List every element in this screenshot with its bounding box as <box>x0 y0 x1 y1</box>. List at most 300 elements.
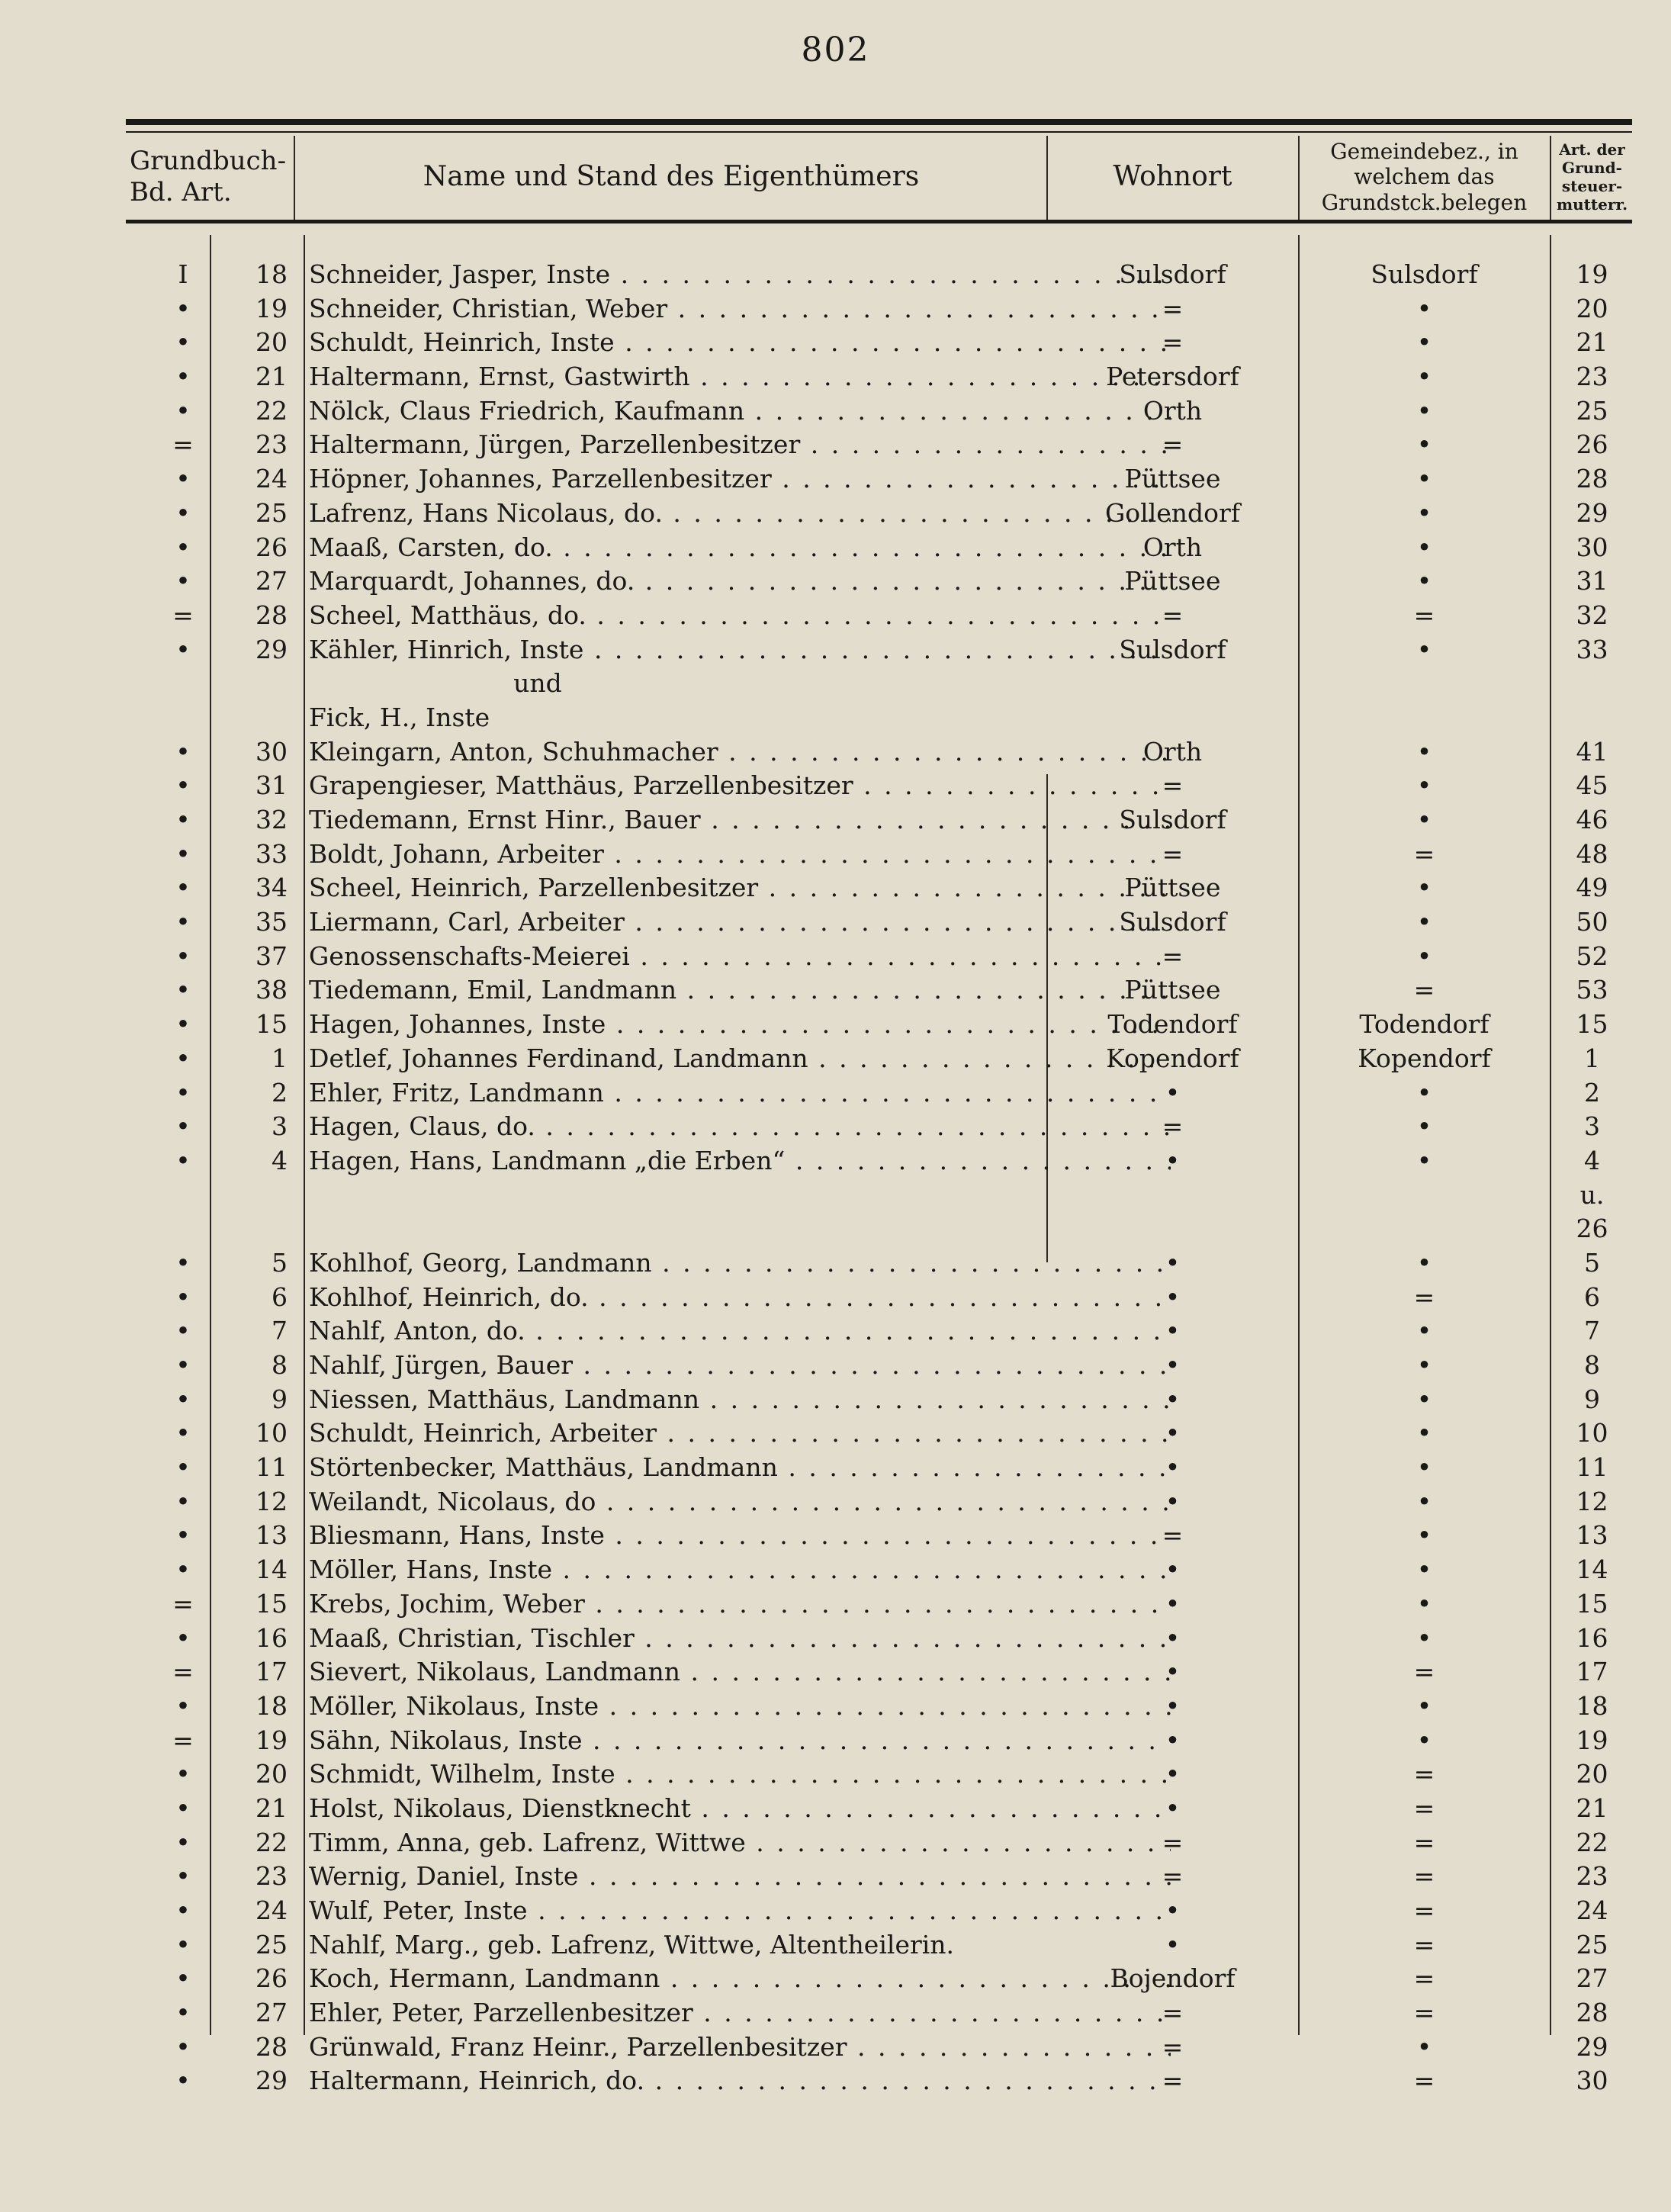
volume-cell: • <box>175 497 191 528</box>
owner-name-cell: Haltermann, Heinrich, do. . . . <box>309 2064 1171 2098</box>
table-row <box>126 1349 1632 1383</box>
article-cell: 23 <box>255 429 288 460</box>
header-divider <box>1298 136 1300 220</box>
residence-cell: = <box>1162 293 1184 323</box>
header-district-line3: Grundstck.belegen <box>1321 189 1528 215</box>
article-cell: 28 <box>255 600 288 630</box>
tax-article-cell: 25 <box>1576 1929 1608 1960</box>
volume-cell: • <box>175 327 191 358</box>
volume-cell: • <box>175 770 191 801</box>
residence-cell: = <box>1162 1998 1184 2028</box>
residence-cell: Sulsdorf <box>1119 907 1226 937</box>
tax-article-cell: 18 <box>1576 1690 1608 1721</box>
table-row <box>126 769 1632 803</box>
volume-cell: • <box>175 1827 191 1857</box>
volume-cell: • <box>175 566 191 596</box>
residence-cell: • <box>1165 1588 1181 1619</box>
district-cell: • <box>1416 2031 1432 2062</box>
tax-article-cell: 29 <box>1576 2031 1608 2062</box>
owner-name-cell: Haltermann, Ernst, Gastwirth . . . <box>309 360 1171 394</box>
owner-name-cell: Kleingarn, Anton, Schuhmacher . . . <box>309 735 1171 770</box>
volume-cell: • <box>175 805 191 834</box>
header-divider <box>1046 136 1048 220</box>
article-cell: 18 <box>255 259 288 289</box>
table-row <box>126 1860 1632 1894</box>
volume-cell: • <box>175 2066 191 2096</box>
tax-article-cell: 8 <box>1584 1350 1600 1380</box>
article-cell: 38 <box>255 975 288 1005</box>
district-cell: • <box>1416 1384 1432 1414</box>
owner-name-cell: Tiedemann, Emil, Landmann . . . <box>309 973 1171 1008</box>
district-cell: = <box>1413 1759 1435 1789</box>
district-cell: = <box>1413 1827 1435 1857</box>
owner-name-cell: Möller, Hans, Inste . . . <box>309 1553 1171 1587</box>
tax-article-cell: 30 <box>1576 2066 1608 2096</box>
owner-name-cell: Detlef, Johannes Ferdinand, Landmann . . . <box>309 1042 1171 1076</box>
owner-name-cell: Schneider, Jasper, Inste . . . <box>309 258 1171 292</box>
tax-article-cell: 45 <box>1576 770 1608 801</box>
owner-name-cell: Störtenbecker, Matthäus, Landmann . . . <box>309 1451 1171 1485</box>
article-cell: 34 <box>255 873 288 903</box>
residence-cell: • <box>1165 1759 1181 1789</box>
residence-cell: = <box>1162 838 1184 869</box>
table-row <box>126 1212 1632 1246</box>
header-residence-label: Wohnort <box>1113 161 1232 193</box>
owner-name-cell: Timm, Anna, geb. Lafrenz, Wittwe . . . <box>309 1826 1171 1860</box>
district-cell: = <box>1413 600 1435 630</box>
tax-article-cell: 14 <box>1576 1555 1608 1585</box>
owner-name-cell: Liermann, Carl, Arbeiter . . . <box>309 905 1171 940</box>
owner-name-cell: und <box>513 668 562 699</box>
table-row <box>126 2030 1632 2065</box>
district-cell: = <box>1413 1281 1435 1312</box>
owner-name-cell: Grapengieser, Matthäus, Parzellenbesitzer . . . <box>309 769 1171 803</box>
volume-cell: • <box>175 1384 191 1414</box>
owner-table <box>126 258 1632 2098</box>
tax-article-cell: 10 <box>1576 1418 1608 1448</box>
district-cell: • <box>1416 770 1432 801</box>
article-cell: 7 <box>272 1316 288 1346</box>
residence-cell: Bojendorf <box>1110 1963 1236 1994</box>
article-cell: 26 <box>255 532 288 562</box>
header-divider <box>294 136 295 220</box>
volume-cell: • <box>175 736 191 767</box>
tax-article-cell: 15 <box>1576 1009 1608 1040</box>
article-cell: 6 <box>272 1281 288 1312</box>
district-cell: • <box>1416 1690 1432 1721</box>
residence-cell: • <box>1165 1316 1181 1346</box>
district-cell: = <box>1413 1998 1435 2028</box>
tax-article-cell: 48 <box>1576 838 1608 869</box>
owner-name-cell: Kähler, Hinrich, Inste . . . <box>309 633 1171 667</box>
table-row <box>126 1076 1632 1111</box>
district-cell: = <box>1413 1657 1435 1687</box>
tax-article-cell: 7 <box>1584 1316 1600 1346</box>
table-row <box>126 1996 1632 2030</box>
table-row <box>126 1962 1632 1996</box>
residence-cell: • <box>1165 1657 1181 1687</box>
owner-name-cell: Niessen, Matthäus, Landmann . . . <box>309 1383 1171 1417</box>
residence-cell: Orth <box>1142 395 1203 426</box>
header-book-line1: Grundbuch- <box>130 146 287 177</box>
tax-article-cell: 2 <box>1584 1077 1600 1108</box>
residence-cell: Püttsee <box>1124 464 1221 494</box>
table-row <box>126 1587 1632 1622</box>
tax-article-cell: 50 <box>1576 907 1608 937</box>
article-cell: 1 <box>272 1043 288 1073</box>
owner-name-cell: Hagen, Hans, Landmann „die Erben“ . . . <box>309 1144 1171 1178</box>
district-cell: • <box>1416 327 1432 358</box>
district-cell: = <box>1413 1861 1435 1892</box>
table-row <box>126 1826 1632 1860</box>
table-row <box>126 1655 1632 1690</box>
tax-article-cell: 17 <box>1576 1657 1608 1687</box>
district-cell: • <box>1416 1486 1432 1516</box>
article-cell: 20 <box>255 1759 288 1789</box>
tax-article-cell: 21 <box>1576 327 1608 358</box>
article-cell: 16 <box>255 1622 288 1653</box>
volume-cell: • <box>175 1929 191 1960</box>
article-cell: 26 <box>255 1963 288 1994</box>
district-cell: • <box>1416 293 1432 323</box>
residence-cell: Püttsee <box>1124 975 1221 1005</box>
header-tax-line1: Art. der <box>1559 140 1625 159</box>
article-cell: 8 <box>272 1350 288 1380</box>
volume-cell: = <box>172 1588 194 1619</box>
district-cell: = <box>1413 1895 1435 1925</box>
table-row <box>126 428 1632 462</box>
tax-article-cell: 29 <box>1576 497 1608 528</box>
article-cell: 17 <box>255 1657 288 1687</box>
owner-name-cell: Sievert, Nikolaus, Landmann . . . <box>309 1655 1171 1690</box>
table-row <box>126 1724 1632 1758</box>
tax-article-cell: 19 <box>1576 259 1608 289</box>
owner-name-cell: Nahlf, Marg., geb. Lafrenz, Wittwe, Altentheilerin. <box>309 1929 955 1960</box>
article-cell: 37 <box>255 940 288 971</box>
table-row <box>126 462 1632 497</box>
residence-cell: = <box>1162 429 1184 460</box>
volume-cell: • <box>175 975 191 1005</box>
residence-cell: Gollendorf <box>1104 497 1241 528</box>
owner-name-cell: Tiedemann, Ernst Hinr., Bauer . . . <box>309 803 1171 838</box>
volume-cell: • <box>175 1998 191 2028</box>
owner-name-cell: Maaß, Carsten, do. . . . <box>309 531 1171 565</box>
top-rule-thin <box>126 131 1632 133</box>
tax-article-cell: 23 <box>1576 1861 1608 1892</box>
volume-cell: • <box>175 838 191 869</box>
table-row <box>126 1757 1632 1792</box>
table-row <box>126 701 1632 735</box>
owner-name-cell: Ehler, Peter, Parzellenbesitzer . . . <box>309 1996 1171 2030</box>
district-cell: = <box>1413 1792 1435 1823</box>
owner-name-cell: Möller, Nikolaus, Inste . . . <box>309 1690 1171 1724</box>
table-row <box>126 973 1632 1008</box>
article-cell: 3 <box>272 1111 288 1142</box>
page-number: 802 <box>801 31 870 69</box>
table-row <box>126 531 1632 565</box>
owner-name-cell: Ehler, Fritz, Landmann . . . <box>309 1076 1171 1111</box>
header-district-column <box>1300 136 1548 218</box>
residence-cell: Sulsdorf <box>1119 259 1226 289</box>
residence-cell: • <box>1165 1622 1181 1653</box>
tax-article-cell: 26 <box>1576 429 1608 460</box>
owner-name-cell: Maaß, Christian, Tischler . . . <box>309 1622 1171 1656</box>
district-cell: • <box>1416 907 1432 937</box>
volume-cell: • <box>175 1792 191 1823</box>
tax-article-cell: 24 <box>1576 1895 1608 1925</box>
article-cell: 10 <box>255 1418 288 1448</box>
volume-cell: • <box>175 634 191 664</box>
article-cell: 19 <box>255 293 288 323</box>
owner-name-cell: Sähn, Nikolaus, Inste . . . <box>309 1724 1171 1758</box>
article-cell: 21 <box>255 1792 288 1823</box>
article-cell: 20 <box>255 327 288 358</box>
article-cell: 21 <box>255 362 288 392</box>
district-cell: Kopendorf <box>1358 1043 1491 1073</box>
table-row <box>126 1008 1632 1042</box>
article-cell: 35 <box>255 907 288 937</box>
residence-cell: Püttsee <box>1124 566 1221 596</box>
volume-cell: • <box>175 1555 191 1585</box>
article-cell: 22 <box>255 1827 288 1857</box>
article-cell: 11 <box>255 1452 288 1483</box>
article-cell: 27 <box>255 566 288 596</box>
owner-name-cell: Genossenschafts-Meierei . . . <box>309 940 1171 974</box>
residence-cell: Püttsee <box>1124 873 1221 903</box>
volume-cell: • <box>175 1043 191 1073</box>
header-tax-column <box>1552 136 1632 218</box>
district-cell: • <box>1416 464 1432 494</box>
tax-article-cell: 41 <box>1576 736 1608 767</box>
district-cell: • <box>1416 1588 1432 1619</box>
district-cell: • <box>1416 1145 1432 1175</box>
owner-name-cell: Koch, Hermann, Landmann . . . <box>309 1962 1171 1996</box>
volume-cell: = <box>172 1657 194 1687</box>
header-residence-column <box>1049 136 1297 218</box>
tax-article-cell: 9 <box>1584 1384 1600 1414</box>
residence-cell: = <box>1162 770 1184 801</box>
article-cell: 4 <box>272 1145 288 1175</box>
owner-name-cell: Nölck, Claus Friedrich, Kaufmann . . . <box>309 394 1171 429</box>
table-row <box>126 1928 1632 1963</box>
district-cell: • <box>1416 1520 1432 1551</box>
residence-cell: = <box>1162 1520 1184 1551</box>
owner-name-cell: Fick, H., Inste <box>309 702 490 732</box>
district-cell: • <box>1416 1555 1432 1585</box>
table-row <box>126 564 1632 599</box>
residence-cell: Kopendorf <box>1106 1043 1239 1073</box>
district-cell: • <box>1416 1452 1432 1483</box>
district-cell: = <box>1413 1963 1435 1994</box>
residence-cell: • <box>1165 1384 1181 1414</box>
residence-cell: • <box>1165 1247 1181 1278</box>
table-row <box>126 803 1632 838</box>
volume-cell: • <box>175 1247 191 1278</box>
volume-cell: • <box>175 1281 191 1312</box>
volume-cell: • <box>175 293 191 323</box>
header-name-column <box>297 136 1045 218</box>
district-cell: • <box>1416 1077 1432 1108</box>
article-cell: 33 <box>255 838 288 869</box>
article-cell: 27 <box>255 1998 288 2028</box>
tax-article-cell: 11 <box>1576 1452 1608 1483</box>
district-cell: • <box>1416 940 1432 971</box>
article-cell: 29 <box>255 2066 288 2096</box>
district-cell: • <box>1416 532 1432 562</box>
table-row <box>126 1144 1632 1178</box>
district-cell: • <box>1416 634 1432 664</box>
tax-article-cell: 13 <box>1576 1520 1608 1551</box>
top-rule <box>126 119 1632 125</box>
volume-cell: • <box>175 1009 191 1040</box>
district-cell: • <box>1416 1350 1432 1380</box>
tax-article-cell: 28 <box>1576 1998 1608 2028</box>
table-row <box>126 1485 1632 1519</box>
table-row <box>126 2064 1632 2098</box>
header-tax-line2: Grund- <box>1562 159 1622 177</box>
residence-cell: = <box>1162 327 1184 358</box>
header-tax-line3: steuer- <box>1561 177 1623 195</box>
tax-article-cell: 28 <box>1576 464 1608 494</box>
owner-name-cell: Hagen, Claus, do. . . . <box>309 1110 1171 1144</box>
table-row <box>126 871 1632 905</box>
table-row <box>126 1110 1632 1144</box>
article-cell: 28 <box>255 2031 288 2062</box>
tax-article-cell: 21 <box>1576 1792 1608 1823</box>
tax-article-cell: 33 <box>1576 634 1608 664</box>
table-row <box>126 735 1632 770</box>
header-rule <box>126 220 1632 223</box>
tax-article-cell: 25 <box>1576 395 1608 426</box>
residence-cell: • <box>1165 1929 1181 1960</box>
owner-name-cell: Scheel, Matthäus, do. . . . <box>309 599 1171 633</box>
district-cell: • <box>1416 873 1432 903</box>
volume-cell: = <box>172 1725 194 1755</box>
table-row <box>126 905 1632 940</box>
table-row <box>126 1792 1632 1826</box>
district-cell: = <box>1413 838 1435 869</box>
owner-name-cell: Kohlhof, Heinrich, do. . . . <box>309 1281 1171 1315</box>
volume-cell: • <box>175 940 191 971</box>
owner-name-cell: Lafrenz, Hans Nicolaus, do. . . . <box>309 497 1171 531</box>
residence-cell: Sulsdorf <box>1119 805 1226 834</box>
tax-article-cell: u. <box>1579 1179 1605 1210</box>
residence-cell: • <box>1165 1895 1181 1925</box>
residence-cell: • <box>1165 1145 1181 1175</box>
volume-cell: • <box>175 1690 191 1721</box>
volume-cell: • <box>175 1861 191 1892</box>
table-row <box>126 394 1632 429</box>
district-cell: • <box>1416 736 1432 767</box>
article-cell: 30 <box>255 736 288 767</box>
volume-cell: • <box>175 873 191 903</box>
tax-article-cell: 16 <box>1576 1622 1608 1653</box>
district-cell: • <box>1416 1725 1432 1755</box>
header-district-line2: welchem das <box>1354 164 1495 190</box>
article-cell: 25 <box>255 1929 288 1960</box>
owner-name-cell: Schmidt, Wilhelm, Inste . . . <box>309 1757 1171 1792</box>
volume-cell: • <box>175 464 191 494</box>
residence-cell: • <box>1165 1350 1181 1380</box>
district-cell: • <box>1416 1316 1432 1346</box>
district-cell: = <box>1413 2066 1435 2096</box>
article-cell: 29 <box>255 634 288 664</box>
article-cell: 24 <box>255 464 288 494</box>
table-row <box>126 633 1632 667</box>
volume-cell: • <box>175 1350 191 1380</box>
header-name-label: Name und Stand des Eigenthümers <box>423 161 920 193</box>
volume-cell: • <box>175 1759 191 1789</box>
district-cell: = <box>1413 975 1435 1005</box>
article-cell: 14 <box>255 1555 288 1585</box>
volume-cell: • <box>175 1895 191 1925</box>
residence-cell: • <box>1165 1281 1181 1312</box>
volume-cell: • <box>175 395 191 426</box>
article-cell: 5 <box>272 1247 288 1278</box>
residence-cell: • <box>1165 1452 1181 1483</box>
district-cell: • <box>1416 395 1432 426</box>
owner-name-cell: Grünwald, Franz Heinr., Parzellenbesitzer . . . <box>309 2030 1171 2065</box>
tax-article-cell: 32 <box>1576 600 1608 630</box>
table-row <box>126 1519 1632 1553</box>
article-cell: 23 <box>255 1861 288 1892</box>
residence-cell: = <box>1162 1861 1184 1892</box>
district-cell: • <box>1416 566 1432 596</box>
volume-cell: • <box>175 1622 191 1653</box>
tax-article-cell: 4 <box>1584 1145 1600 1175</box>
tax-article-cell: 12 <box>1576 1486 1608 1516</box>
residence-cell: Sulsdorf <box>1119 634 1226 664</box>
owner-name-cell: Höpner, Johannes, Parzellenbesitzer . . . <box>309 462 1171 497</box>
residence-cell: • <box>1165 1077 1181 1108</box>
volume-cell: • <box>175 1963 191 1994</box>
district-cell: = <box>1413 1929 1435 1960</box>
tax-article-cell: 23 <box>1576 362 1608 392</box>
article-cell: 32 <box>255 805 288 834</box>
residence-cell: Orth <box>1142 532 1203 562</box>
tax-article-cell: 49 <box>1576 873 1608 903</box>
volume-cell: • <box>175 1145 191 1175</box>
residence-cell: = <box>1162 600 1184 630</box>
tax-article-cell: 6 <box>1584 1281 1600 1312</box>
volume-cell: • <box>175 1452 191 1483</box>
tax-article-cell: 31 <box>1576 566 1608 596</box>
volume-cell: • <box>175 362 191 392</box>
owner-name-cell: Wernig, Daniel, Inste . . . <box>309 1860 1171 1894</box>
table-row <box>126 292 1632 326</box>
owner-name-cell: Haltermann, Jürgen, Parzellenbesitzer . . . <box>309 428 1171 462</box>
table-row <box>126 667 1632 701</box>
tax-article-cell: 20 <box>1576 1759 1608 1789</box>
residence-cell: = <box>1162 2031 1184 2062</box>
table-row <box>126 1451 1632 1485</box>
owner-name-cell: Schneider, Christian, Weber . . . <box>309 292 1171 326</box>
table-row <box>126 1314 1632 1349</box>
residence-cell: Todendorf <box>1107 1009 1238 1040</box>
residence-cell: • <box>1165 1725 1181 1755</box>
article-cell: 25 <box>255 497 288 528</box>
residence-cell: = <box>1162 940 1184 971</box>
table-row <box>126 258 1632 292</box>
table-row <box>126 1383 1632 1417</box>
owner-name-cell: Marquardt, Johannes, do. . . . <box>309 564 1171 599</box>
article-cell: 22 <box>255 395 288 426</box>
volume-cell: I <box>178 259 188 289</box>
volume-cell: • <box>175 532 191 562</box>
tax-article-cell: 26 <box>1576 1214 1608 1244</box>
table-row <box>126 1553 1632 1587</box>
district-cell: • <box>1416 805 1432 834</box>
